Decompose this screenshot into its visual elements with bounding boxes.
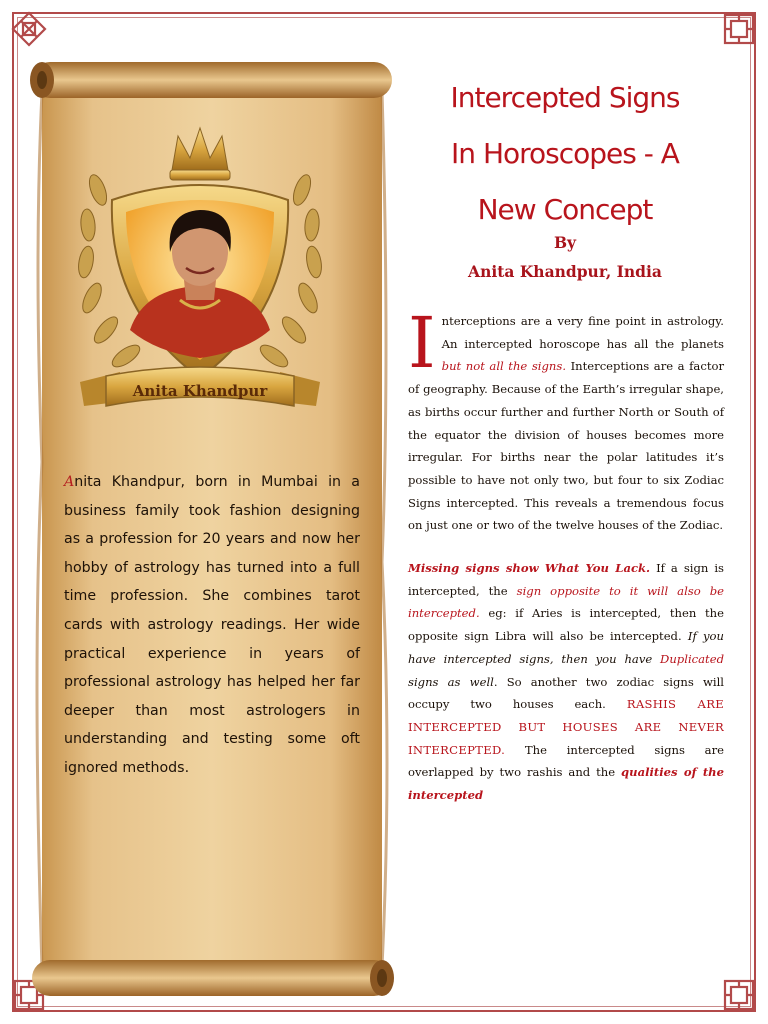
corner-knot-icon	[720, 10, 758, 48]
text-run: nterceptions are a very fine point in astrology. An intercepted horoscope has all the planets	[441, 314, 724, 351]
portrait-emblem	[60, 120, 340, 440]
highlight-text: sign opposite to it will also be intercepted.	[408, 583, 725, 621]
author-bio	[64, 468, 360, 783]
byline-author: Anita Khandpur, India	[468, 262, 662, 281]
byline	[400, 228, 730, 286]
highlight-text: Missing signs show What You Lack.	[408, 561, 651, 576]
highlight-caps-text: RASHIS ARE INTERCEPTED BUT HOUSES ARE NEVER INTERCEPTED.	[408, 697, 724, 757]
bio-text: nita Khandpur, born in Mumbai in a business family took fashion designing as a profession for 20 years and now her hobby of astrology has turned into a full time profession. She combines tarot cards with astrology readings. Her wide practical experience in years of professional astrology has helped her far deeper than most astrologers in understanding and testing some oft ignored methods.	[64, 474, 360, 776]
crown-icon	[170, 128, 230, 180]
text-run: The intercepted signs are overlapped by two rashis and the	[408, 742, 724, 780]
name-ribbon	[80, 367, 320, 406]
text-run: Interceptions are a factor of geography. Because of the Earth’s irregular shape, as births occur further and further North or South of the equator the division of houses becomes more irregular. For births near the polar latitudes it’s possible to have not only two, but four to six Zodiac Signs intercepted. This reveals a tremendous focus on just one or two of the twelve houses of the Zodiac.	[408, 359, 724, 533]
text-run: eg: if Aries is intercepted, then the opposite sign Libra will also be intercepted.	[408, 606, 724, 644]
highlight-text: qualities of the intercepted	[408, 765, 724, 803]
article-body	[408, 302, 725, 807]
highlight-text: Duplicated	[660, 651, 724, 666]
article-title	[400, 70, 730, 238]
corner-knot-icon	[10, 10, 48, 48]
italic-text: If you have intercepted signs, then you have	[408, 629, 724, 666]
drop-cap: I	[408, 302, 436, 384]
corner-knot-icon	[720, 976, 758, 1014]
text-run: If a sign is intercepted, the	[408, 561, 724, 598]
title-line: New Concept	[477, 193, 653, 226]
title-line: In Horoscopes - A	[451, 137, 679, 170]
article-paragraph	[408, 557, 724, 807]
title-line: Intercepted Signs	[450, 81, 680, 114]
article-paragraph	[408, 302, 724, 537]
byline-by: By	[553, 233, 577, 252]
emblem-name-label: Anita Khandpur	[132, 382, 268, 400]
italic-text: signs as well	[408, 674, 494, 689]
bio-drop-letter: A	[64, 474, 75, 490]
text-run: . So another two zodiac signs will occupy two houses each.	[408, 674, 724, 712]
highlight-text: but not all the signs.	[441, 359, 567, 374]
